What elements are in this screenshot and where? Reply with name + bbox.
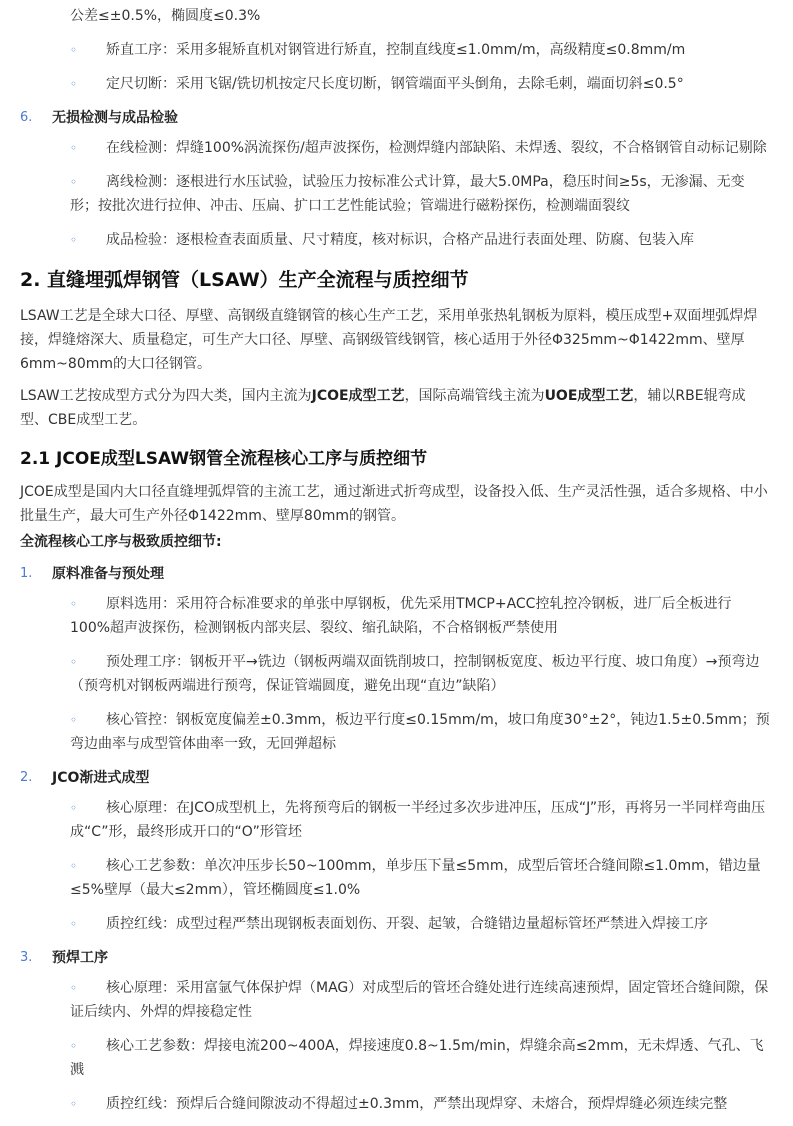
item-number: 3. bbox=[20, 950, 33, 965]
item-number: 6. bbox=[20, 110, 33, 125]
bold-text: JCOE成型工艺 bbox=[311, 388, 405, 404]
item-number: 2. bbox=[20, 770, 33, 785]
list-item bbox=[20, 228, 771, 252]
numbered-item-2 bbox=[20, 766, 771, 790]
list-item bbox=[20, 592, 771, 640]
bullet-icon: ◦ bbox=[70, 1097, 78, 1111]
text-run: ，国际高端管线主流为 bbox=[404, 388, 545, 404]
list-item-text: 定尺切断：采用飞锯/铣切机按定尺长度切断，钢管端面平头倒角，去除毛刺，端面切斜≤0.5° bbox=[106, 76, 684, 92]
list-item-text: 核心原理：采用富氩气体保护焊（MAG）对成型后的管坯合缝处进行连续高速预焊，固定管坯合缝间隙，保证后续内、外焊的焊接稳定性 bbox=[70, 980, 769, 1020]
list-item-text: 核心工艺参数：焊接电流200~400A，焊接速度0.8~1.5m/min，焊缝余高≤2mm，无未焊透、气孔、飞溅 bbox=[70, 1038, 764, 1078]
list-item bbox=[20, 854, 771, 902]
text-run: ，辅以RBE辊弯成型、CBE成型工艺。 bbox=[20, 388, 746, 428]
list-item-text: 在线检测：焊缝100%涡流探伤/超声波探伤，检测焊缝内部缺陷、未焊透、裂纹，不合格钢管自动标记剔除 bbox=[106, 140, 767, 156]
bullet-icon: ◦ bbox=[70, 981, 78, 995]
item-title: 无损检测与成品检验 bbox=[52, 110, 178, 126]
bullet-icon: ◦ bbox=[70, 43, 78, 57]
bullet-icon: ◦ bbox=[70, 175, 78, 189]
item-number: 1. bbox=[20, 566, 33, 581]
numbered-item-6 bbox=[20, 106, 771, 130]
list-item bbox=[20, 136, 771, 160]
paragraph bbox=[20, 384, 771, 432]
list-item bbox=[20, 708, 771, 756]
list-item bbox=[20, 976, 771, 1024]
list-item bbox=[20, 38, 771, 62]
bullet-icon: ◦ bbox=[70, 917, 78, 931]
bullet-icon: ◦ bbox=[70, 1039, 78, 1053]
numbered-item-3 bbox=[20, 946, 771, 970]
item-title: JCO渐进式成型 bbox=[52, 770, 150, 786]
list-item bbox=[20, 170, 771, 218]
list-item-text: 矫直工序：采用多辊矫直机对钢管进行矫直，控制直线度≤1.0mm/m，高级精度≤0.8mm/m bbox=[106, 42, 686, 58]
list-item bbox=[20, 796, 771, 844]
bullet-icon: ◦ bbox=[70, 859, 78, 873]
document-page bbox=[0, 4, 793, 1126]
bullet-icon: ◦ bbox=[70, 141, 78, 155]
bullet-icon: ◦ bbox=[70, 801, 78, 815]
item-title: 预焊工序 bbox=[52, 950, 108, 966]
item-title: 原料准备与预处理 bbox=[52, 566, 164, 582]
list-item-text: 质控红线：成型过程严禁出现钢板表面划伤、开裂、起皱，合缝错边量超标管坯严禁进入焊接工序 bbox=[106, 916, 708, 932]
list-item-text: 离线检测：逐根进行水压试验，试验压力按标准公式计算，最大5.0MPa，稳压时间≥5s，无渗漏、无变形；按批次进行拉伸、冲击、压扁、扩口工艺性能试验；管端进行磁粉探伤，检测端面裂纹 bbox=[70, 174, 745, 214]
lead-text: 全流程核心工序与极致质控细节: bbox=[20, 534, 222, 550]
list-item-text: 核心管控：钢板宽度偏差±0.3mm，板边平行度≤0.15mm/m，坡口角度30°±2°，钝边1.5±0.5mm；预弯边曲率与成型管体曲率一致，无回弹超标 bbox=[70, 712, 770, 752]
list-item-text: 原料选用：采用符合标准要求的单张中厚钢板，优先采用TMCP+ACC控轧控冷钢板，进厂后全板进行100%超声波探伤，检测钢板内部夹层、裂纹、缩孔缺陷，不合格钢板严禁使用 bbox=[70, 596, 732, 636]
section-heading: 2. 直缝埋弧焊钢管（LSAW）生产全流程与质控细节 bbox=[20, 269, 469, 291]
list-item-text: 核心工艺参数：单次冲压步长50~100mm，单步压下量≤5mm，成型后管坯合缝间隙≤1.0mm，错边量≤5%壁厚（最大≤2mm），管坯椭圆度≤1.0% bbox=[70, 858, 761, 898]
list-item bbox=[20, 72, 771, 96]
bullet-icon: ◦ bbox=[70, 713, 78, 727]
continuation-text: 公差≤±0.5%，椭圆度≤0.3% bbox=[70, 8, 261, 24]
list-item bbox=[20, 1034, 771, 1082]
bold-text: UOE成型工艺 bbox=[544, 388, 634, 404]
bullet-icon: ◦ bbox=[70, 597, 78, 611]
list-item-text: 核心原理：在JCO成型机上，先将预弯后的钢板一半经过多次步进冲压，压成“J”形，再将另一半同样弯曲压成“C”形，最终形成开口的“O”形管坯 bbox=[70, 800, 766, 840]
bullet-icon: ◦ bbox=[70, 77, 78, 91]
list-item-text: 成品检验：逐根检查表面质量、尺寸精度，核对标识，合格产品进行表面处理、防腐、包装入库 bbox=[106, 232, 694, 248]
list-item-text: 预处理工序：钢板开平→铣边（钢板两端双面铣削坡口，控制钢板宽度、板边平行度、坡口角度）→预弯边（预弯机对钢板两端进行预弯，保证管端圆度，避免出现“直边”缺陷） bbox=[70, 654, 760, 694]
text-run: LSAW工艺按成型方式分为四大类，国内主流为 bbox=[20, 388, 312, 404]
list-item-text: 质控红线：预焊后合缝间隙波动不得超过±0.3mm，严禁出现焊穿、未熔合，预焊焊缝必须连续完整 bbox=[106, 1096, 728, 1112]
list-item bbox=[20, 1092, 771, 1116]
paragraph: LSAW工艺是全球大口径、厚壁、高钢级直缝钢管的核心生产工艺，采用单张热轧钢板为原料，模压成型+双面埋弧焊焊接，焊缝熔深大、质量稳定，可生产大口径、厚壁、高钢级管线钢管，核心适用于外径Φ325mm~Φ1422mm、壁厚6mm~80mm的大口径钢管。 bbox=[20, 308, 758, 372]
bullet-icon: ◦ bbox=[70, 655, 78, 669]
list-item bbox=[20, 650, 771, 698]
numbered-item-1 bbox=[20, 562, 771, 586]
subsection-heading: 2.1 JCOE成型LSAW钢管全流程核心工序与质控细节 bbox=[20, 449, 428, 469]
bullet-icon: ◦ bbox=[70, 233, 78, 247]
paragraph: JCOE成型是国内大口径直缝埋弧焊管的主流工艺，通过渐进式折弯成型，设备投入低、生产灵活性强，适合多规格、中小批量生产，最大可生产外径Φ1422mm、壁厚80mm的钢管。 bbox=[20, 484, 768, 524]
list-item bbox=[20, 912, 771, 936]
